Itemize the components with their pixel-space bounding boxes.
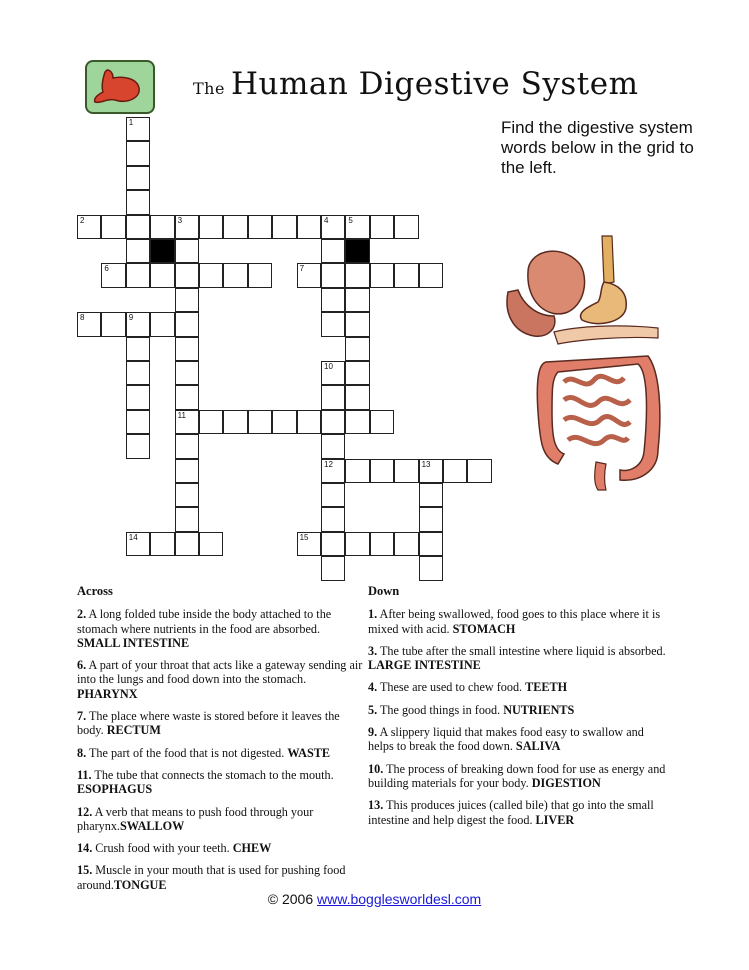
clue-across-7: 7. The place where waste is stored before it leaves the body. RECTUM <box>77 709 340 738</box>
clue-number: 2 <box>80 215 85 225</box>
down-heading: Down <box>368 584 400 598</box>
grid-cell[interactable] <box>175 532 199 556</box>
grid-cell[interactable] <box>345 410 369 434</box>
grid-cell[interactable] <box>248 263 272 287</box>
grid-cell[interactable] <box>175 312 199 336</box>
grid-cell[interactable] <box>126 385 150 409</box>
grid-cell[interactable] <box>419 507 443 531</box>
grid-cell[interactable] <box>321 361 345 385</box>
grid-cell[interactable] <box>321 239 345 263</box>
clue-number: 12 <box>324 459 333 469</box>
grid-cell[interactable] <box>175 361 199 385</box>
clue-number: 5 <box>348 215 353 225</box>
grid-cell[interactable] <box>345 532 369 556</box>
grid-cell[interactable] <box>321 483 345 507</box>
grid-cell[interactable] <box>248 215 272 239</box>
grid-cell[interactable] <box>223 263 247 287</box>
clue-down-3: 3. The tube after the small intestine where liquid is absorbed. LARGE INTESTINE <box>368 643 666 673</box>
grid-cell[interactable] <box>345 288 369 312</box>
digestive-system-illustration <box>498 232 666 492</box>
grid-cell[interactable] <box>345 459 369 483</box>
stomach-logo <box>85 60 155 114</box>
clue-down-9: 9. A slippery liquid that makes food easy to swallow and helps to break the food down. SALIVA <box>368 725 644 754</box>
grid-cell[interactable] <box>77 312 101 336</box>
footer <box>0 891 749 907</box>
grid-cell[interactable] <box>101 312 125 336</box>
clue-across-2: 2. A long folded tube inside the body attached to the stomach where nutrients in the food are absorbed. SMALL INTESTINE <box>77 607 332 650</box>
page-title <box>193 66 638 102</box>
grid-cell[interactable] <box>321 532 345 556</box>
clue-down-13: 13. This produces juices (called bile) that go into the small intestine and help digest the food. LIVER <box>368 798 654 827</box>
grid-cell[interactable] <box>126 166 150 190</box>
grid-cell[interactable] <box>150 532 174 556</box>
grid-cell[interactable] <box>175 410 199 434</box>
grid-cell[interactable] <box>126 337 150 361</box>
grid-cell[interactable] <box>126 239 150 263</box>
clue-number: 15 <box>299 532 309 542</box>
grid-cell[interactable] <box>345 385 369 409</box>
grid-cell[interactable] <box>223 215 247 239</box>
grid-cell[interactable] <box>175 263 199 287</box>
grid-cell[interactable] <box>175 215 199 239</box>
grid-cell[interactable] <box>345 215 369 239</box>
down-clues <box>368 584 670 835</box>
grid-cell[interactable] <box>370 263 394 287</box>
grid-cell[interactable] <box>321 434 345 458</box>
grid-cell[interactable] <box>345 337 369 361</box>
clue-across-6: 6. A part of your throat that acts like a gateway sending air into the lungs and food down into the stomach. PHARYNX <box>77 658 363 701</box>
clue-number: 14 <box>128 532 138 542</box>
clue-number: 3 <box>177 215 183 225</box>
title-prefix: The <box>193 79 225 98</box>
grid-cell[interactable] <box>126 532 150 556</box>
grid-cell[interactable] <box>126 410 150 434</box>
clue-number: 1 <box>128 118 134 127</box>
grid-cell[interactable] <box>175 385 199 409</box>
grid-cell[interactable] <box>419 556 443 580</box>
grid-cell[interactable] <box>370 459 394 483</box>
grid-cell[interactable] <box>370 532 394 556</box>
title-main: Human Digestive System <box>230 66 639 102</box>
grid-cell[interactable] <box>199 215 223 239</box>
grid-block <box>150 239 174 263</box>
grid-cell[interactable] <box>321 312 345 336</box>
grid-cell[interactable] <box>419 263 443 287</box>
grid-cell[interactable] <box>175 459 199 483</box>
grid-cell[interactable] <box>175 483 199 507</box>
grid-cell[interactable] <box>297 215 321 239</box>
grid-cell[interactable] <box>345 263 369 287</box>
grid-cell[interactable] <box>272 215 296 239</box>
grid-cell[interactable] <box>175 434 199 458</box>
grid-block <box>345 239 369 263</box>
grid-cell[interactable] <box>370 410 394 434</box>
grid-cell[interactable] <box>150 263 174 287</box>
grid-cell[interactable] <box>467 459 491 483</box>
across-clues <box>77 584 363 900</box>
grid-cell[interactable] <box>199 410 223 434</box>
grid-cell[interactable] <box>419 483 443 507</box>
clue-number: 9 <box>128 313 134 323</box>
grid-cell[interactable] <box>370 215 394 239</box>
grid-cell[interactable] <box>297 263 321 287</box>
grid-cell[interactable] <box>321 263 345 287</box>
clue-across-15: 15. Muscle in your mouth that is used for pushing food around.TONGUE <box>77 863 346 892</box>
grid-cell[interactable] <box>321 385 345 409</box>
copyright-text: © 2006 <box>267 891 314 907</box>
grid-cell[interactable] <box>223 410 247 434</box>
grid-cell[interactable] <box>321 288 345 312</box>
grid-cell[interactable] <box>394 459 418 483</box>
clue-number: 7 <box>299 264 305 274</box>
grid-cell[interactable] <box>345 312 369 336</box>
grid-cell[interactable] <box>126 434 150 458</box>
grid-cell[interactable] <box>175 288 199 312</box>
grid-cell[interactable] <box>419 459 443 483</box>
grid-cell[interactable] <box>175 239 199 263</box>
clue-number: 4 <box>324 215 329 225</box>
grid-cell[interactable] <box>126 190 150 214</box>
grid-cell[interactable] <box>126 263 150 287</box>
stomach-icon <box>87 62 153 112</box>
grid-cell[interactable] <box>77 215 101 239</box>
clue-number: 11 <box>177 410 186 420</box>
grid-cell[interactable] <box>126 117 150 141</box>
grid-cell[interactable] <box>126 361 150 385</box>
grid-cell[interactable] <box>345 361 369 385</box>
grid-cell[interactable] <box>394 532 418 556</box>
website-link[interactable]: www.bogglesworldesl.com <box>317 891 482 907</box>
clue-down-4: 4. These are used to chew food. TEETH <box>368 680 568 695</box>
clue-number: 8 <box>80 313 85 323</box>
clue-down-1: 1. After being swallowed, food goes to this place where it is mixed with acid. STOMACH <box>368 607 661 636</box>
grid-cell[interactable] <box>297 410 321 434</box>
grid-cell[interactable] <box>297 532 321 556</box>
clue-down-5: 5. The good things in food. NUTRIENTS <box>368 702 575 717</box>
grid-cell[interactable] <box>419 532 443 556</box>
grid-cell[interactable] <box>248 410 272 434</box>
clue-across-14: 14. Crush food with your teeth. CHEW <box>77 841 272 856</box>
clue-number: 13 <box>421 459 431 469</box>
clue-across-11: 11. The tube that connects the stomach to the mouth. ESOPHAGUS <box>77 767 334 797</box>
clue-across-8: 8. The part of the food that is not digested. WASTE <box>77 745 330 760</box>
grid-cell[interactable] <box>199 532 223 556</box>
grid-cell[interactable] <box>321 410 345 434</box>
grid-cell[interactable] <box>126 215 150 239</box>
grid-cell[interactable] <box>101 263 125 287</box>
grid-cell[interactable] <box>150 312 174 336</box>
clue-number: 10 <box>324 362 333 371</box>
clue-across-12: 12. A verb that means to push food through your pharynx.SWALLOW <box>77 804 314 833</box>
grid-cell[interactable] <box>272 410 296 434</box>
grid-cell[interactable] <box>101 215 125 239</box>
grid-cell[interactable] <box>394 215 418 239</box>
grid-cell[interactable] <box>199 263 223 287</box>
across-heading: Across <box>77 584 113 598</box>
clue-number: 6 <box>104 264 109 274</box>
grid-cell[interactable] <box>321 215 345 239</box>
clue-down-10: 10. The process of breaking down food for use as energy and building materials for your body. DIGESTION <box>368 761 666 790</box>
instructions-text: Find the digestive system words below in the grid to the left. <box>501 118 694 177</box>
grid-cell[interactable] <box>150 215 174 239</box>
grid-cell[interactable] <box>126 312 150 336</box>
grid-cell[interactable] <box>394 263 418 287</box>
grid-cell[interactable] <box>321 556 345 580</box>
grid-cell[interactable] <box>175 337 199 361</box>
grid-cell[interactable] <box>126 141 150 165</box>
grid-cell[interactable] <box>175 507 199 531</box>
grid-cell[interactable] <box>443 459 467 483</box>
grid-cell[interactable] <box>321 507 345 531</box>
grid-cell[interactable] <box>321 459 345 483</box>
